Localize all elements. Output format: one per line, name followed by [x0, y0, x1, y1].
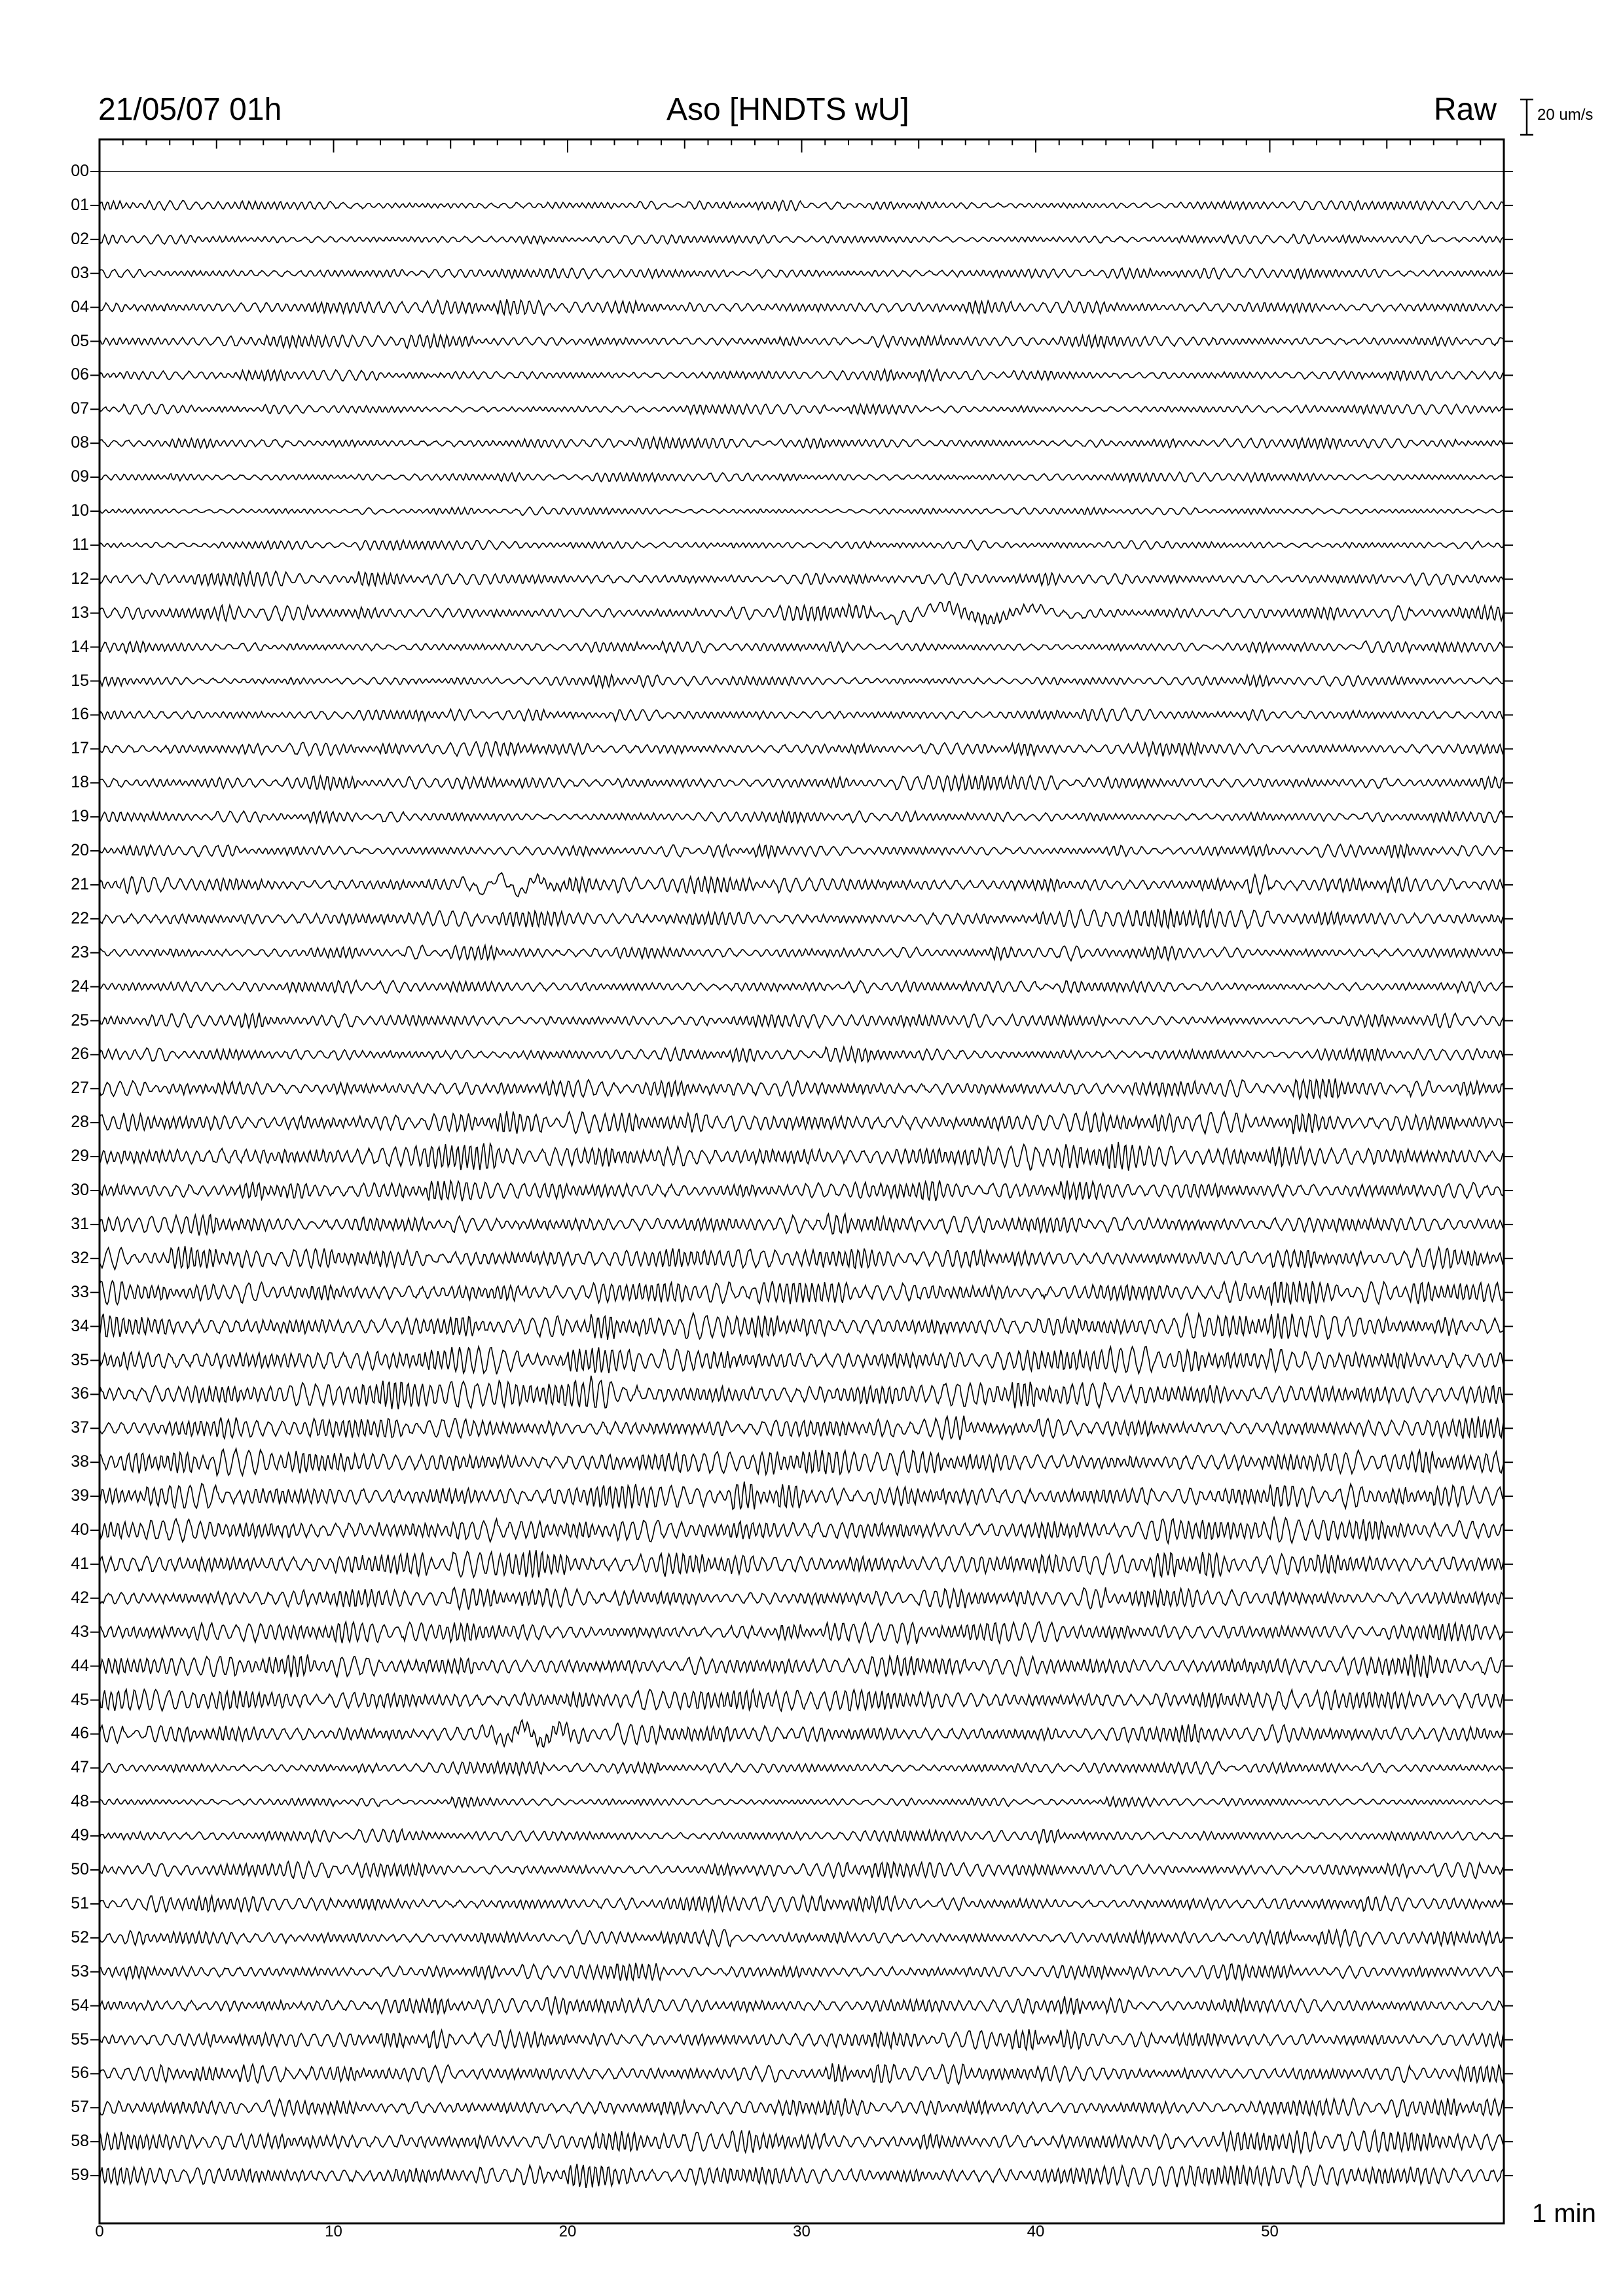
- minute-label-44: 44: [71, 1656, 89, 1675]
- minute-label-30: 30: [71, 1181, 89, 1199]
- trace-row-27: [100, 1079, 1504, 1099]
- trace-row-25: [100, 1013, 1504, 1028]
- minute-label-08: 08: [71, 433, 89, 452]
- trace-row-04: [100, 299, 1504, 315]
- minute-label-59: 59: [71, 2166, 89, 2185]
- amplitude-scale-bar: [1520, 99, 1533, 135]
- minute-label-24: 24: [71, 977, 89, 996]
- top-axis-ticks: [100, 139, 1504, 152]
- minute-label-41: 41: [71, 1554, 89, 1573]
- trace-row-16: [100, 708, 1504, 721]
- minute-label-52: 52: [71, 1928, 89, 1946]
- trace-row-17: [100, 742, 1504, 757]
- minute-label-48: 48: [71, 1792, 89, 1811]
- trace-row-13: [100, 601, 1504, 625]
- x-tick-label-20: 20: [558, 2223, 577, 2240]
- minute-label-19: 19: [71, 807, 89, 826]
- trace-row-32: [100, 1246, 1504, 1270]
- minute-label-13: 13: [71, 603, 89, 622]
- minute-label-47: 47: [71, 1758, 89, 1777]
- minute-label-36: 36: [71, 1384, 89, 1403]
- trace-row-58: [100, 2130, 1504, 2153]
- trace-row-11: [100, 540, 1504, 550]
- trace-row-42: [100, 1587, 1504, 1609]
- trace-row-01: [100, 200, 1504, 211]
- minute-label-37: 37: [71, 1418, 89, 1437]
- x-tick-labels: [95, 2223, 1279, 2240]
- trace-row-12: [100, 571, 1504, 586]
- x-tick-label-30: 30: [793, 2223, 811, 2240]
- minute-label-05: 05: [71, 331, 89, 350]
- x-tick-label-0: 0: [95, 2223, 104, 2240]
- minute-label-18: 18: [71, 773, 89, 792]
- trace-row-07: [100, 404, 1504, 414]
- minute-label-22: 22: [71, 908, 89, 927]
- amplitude-scale-label: 20 um/s: [1537, 106, 1594, 124]
- minute-ticks: [90, 171, 1513, 2176]
- header-station-title: Aso [HNDTS wU]: [666, 92, 909, 127]
- minute-label-27: 27: [71, 1079, 89, 1098]
- minute-label-23: 23: [71, 942, 89, 961]
- trace-row-57: [100, 2098, 1504, 2117]
- trace-row-20: [100, 844, 1504, 858]
- trace-row-10: [100, 507, 1504, 516]
- trace-row-44: [100, 1654, 1504, 1678]
- minute-label-14: 14: [71, 637, 89, 656]
- x-tick-label-40: 40: [1027, 2223, 1045, 2240]
- trace-row-41: [100, 1550, 1504, 1577]
- minute-label-20: 20: [71, 841, 89, 859]
- minute-label-11: 11: [72, 535, 89, 554]
- minute-label-55: 55: [71, 2030, 89, 2049]
- minute-label-03: 03: [71, 263, 89, 282]
- minute-label-39: 39: [71, 1486, 89, 1505]
- trace-row-26: [100, 1047, 1504, 1062]
- minute-label-35: 35: [71, 1350, 89, 1369]
- x-tick-label-10: 10: [325, 2223, 342, 2240]
- trace-row-54: [100, 1996, 1504, 2015]
- plot-frame: [100, 139, 1504, 2223]
- minute-label-12: 12: [71, 569, 89, 588]
- trace-row-52: [100, 1929, 1504, 1946]
- trace-row-03: [100, 268, 1504, 279]
- trace-row-02: [100, 234, 1504, 244]
- trace-row-36: [100, 1376, 1504, 1409]
- trace-row-05: [100, 334, 1504, 348]
- minute-label-00: 00: [71, 162, 89, 180]
- minute-label-09: 09: [71, 467, 89, 486]
- trace-row-18: [100, 775, 1504, 791]
- minute-label-38: 38: [71, 1452, 89, 1471]
- minute-label-21: 21: [71, 874, 89, 893]
- minute-label-10: 10: [71, 501, 89, 520]
- minute-label-58: 58: [71, 2132, 89, 2151]
- minute-label-34: 34: [71, 1316, 89, 1335]
- minute-label-45: 45: [71, 1690, 89, 1709]
- trace-row-59: [100, 2164, 1504, 2188]
- trace-row-38: [100, 1448, 1504, 1475]
- trace-row-34: [100, 1313, 1504, 1340]
- minute-label-02: 02: [71, 229, 89, 248]
- minute-label-32: 32: [71, 1248, 89, 1267]
- trace-row-45: [100, 1689, 1504, 1711]
- minute-label-49: 49: [71, 1826, 89, 1845]
- trace-row-21: [100, 872, 1504, 896]
- minute-label-31: 31: [71, 1214, 89, 1233]
- minute-label-46: 46: [71, 1724, 89, 1743]
- trace-row-22: [100, 908, 1504, 928]
- minute-label-16: 16: [71, 705, 89, 724]
- trace-row-33: [100, 1281, 1504, 1306]
- trace-row-31: [100, 1213, 1504, 1235]
- x-tick-label-50: 50: [1261, 2223, 1279, 2240]
- header-mode: Raw: [1434, 92, 1497, 127]
- trace-row-37: [100, 1416, 1504, 1440]
- minute-label-54: 54: [71, 1996, 89, 2015]
- trace-row-47: [100, 1761, 1504, 1774]
- minute-label-33: 33: [71, 1282, 89, 1301]
- minute-label-53: 53: [71, 1962, 89, 1981]
- minute-label-29: 29: [71, 1147, 89, 1166]
- trace-row-28: [100, 1111, 1504, 1134]
- trace-row-30: [100, 1181, 1504, 1202]
- minute-label-42: 42: [71, 1588, 89, 1607]
- trace-row-06: [100, 369, 1504, 381]
- minute-label-50: 50: [71, 1860, 89, 1878]
- x-axis-unit-label: 1 min: [1532, 2199, 1596, 2228]
- minute-label-57: 57: [71, 2098, 89, 2117]
- trace-row-15: [100, 675, 1504, 688]
- trace-row-53: [100, 1963, 1504, 1981]
- trace-row-46: [100, 1720, 1504, 1747]
- minute-label-43: 43: [71, 1622, 89, 1641]
- minute-label-07: 07: [71, 399, 89, 418]
- trace-row-14: [100, 641, 1504, 653]
- trace-row-24: [100, 980, 1504, 994]
- trace-row-29: [100, 1142, 1504, 1171]
- minute-label-15: 15: [71, 671, 89, 690]
- trace-row-35: [100, 1346, 1504, 1374]
- trace-row-40: [100, 1517, 1504, 1543]
- trace-row-48: [100, 1797, 1504, 1808]
- trace-row-23: [100, 945, 1504, 961]
- seismic-traces: [100, 171, 1504, 2188]
- trace-row-39: [100, 1482, 1504, 1510]
- minute-label-04: 04: [71, 297, 89, 316]
- minute-label-06: 06: [71, 365, 89, 384]
- trace-row-49: [100, 1829, 1504, 1844]
- trace-row-09: [100, 472, 1504, 482]
- minute-label-26: 26: [71, 1045, 89, 1064]
- header-datetime: 21/05/07 01h: [98, 92, 282, 127]
- trace-row-50: [100, 1861, 1504, 1878]
- minute-label-25: 25: [71, 1011, 89, 1030]
- minute-label-40: 40: [71, 1520, 89, 1539]
- trace-row-08: [100, 437, 1504, 448]
- trace-row-56: [100, 2064, 1504, 2085]
- minute-label-51: 51: [71, 1893, 89, 1912]
- minute-label-56: 56: [71, 2064, 89, 2083]
- trace-row-43: [100, 1622, 1504, 1644]
- trace-row-55: [100, 2029, 1504, 2049]
- minute-label-17: 17: [71, 739, 89, 758]
- trace-row-51: [100, 1895, 1504, 1912]
- trace-row-19: [100, 811, 1504, 823]
- minute-label-01: 01: [71, 195, 89, 214]
- minute-label-28: 28: [71, 1113, 89, 1132]
